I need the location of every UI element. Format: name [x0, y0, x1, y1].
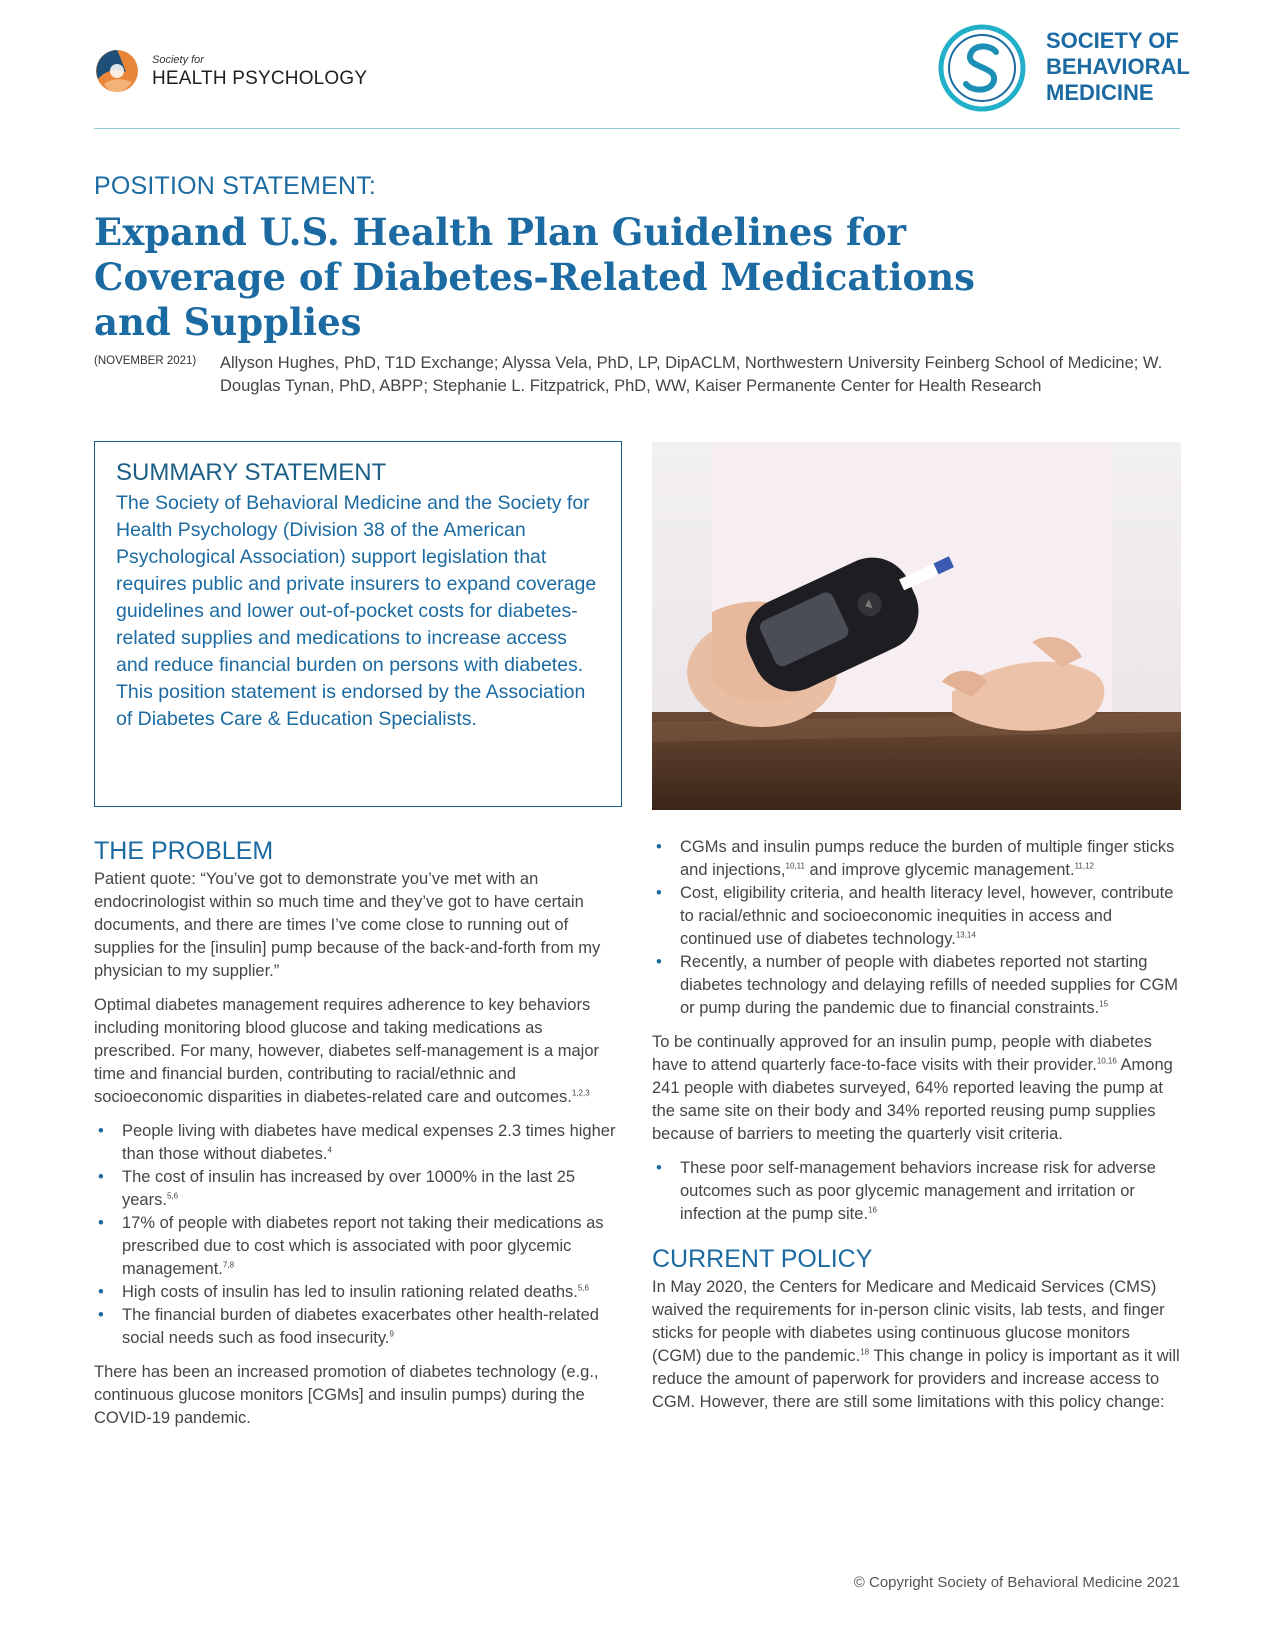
patient-quote: Patient quote: “You’ve got to demonstrate you’ve met with an endocrinologist within so much time and they’ve got to have certain documents, and there are times I’ve come close to running out of supplies for the [insulin] pump because of the back-and-forth from my physician to my supplier.”: [94, 870, 601, 980]
citation: 11,12: [1074, 861, 1094, 871]
bullet-text: People living with diabetes have medical expenses 2.3 times higher than those without diabetes.: [122, 1122, 616, 1163]
paragraph-text: To be continually approved for an insulin pump, people with diabetes have to attend quarterly face-to-face visits with their provider.: [652, 1033, 1152, 1074]
page-title: [94, 210, 1194, 345]
pump-bullet-list: [652, 1157, 1182, 1226]
list-item: • These poor self-management behaviors increase risk for adverse outcomes such as poor glycemic management and irritation or infection at the pump site.$^{16}$: [656, 1159, 1156, 1223]
paragraph-text: Among 241 people with diabetes surveyed, 64% reported leaving the pump at the same site on their body and 34% reported reusing pump supplies because of barriers to meeting the quarterly visit criteria.: [652, 1056, 1173, 1143]
citation: 13,14: [955, 930, 976, 940]
policy-paragraph: [652, 1276, 1182, 1414]
citation: 10,11: [785, 861, 805, 871]
problem-section: [94, 836, 624, 1441]
pump-paragraph: [652, 1031, 1182, 1146]
shp-logo-small-text: Society for: [152, 54, 204, 66]
bullet-text: Cost, eligibility criteria, and health literacy level, however, contribute to racial/ethnic and socioeconomic inequities in access and continued use of diabetes technology.: [680, 884, 1174, 948]
list-item: • CGMs and insulin pumps reduce the burden of multiple finger sticks and injections,$^{10,11}$ and improve glycemic management.$^{11,12}$: [656, 838, 1175, 879]
problem-bullet-list: [94, 1120, 624, 1350]
citation: 5,6: [577, 1283, 589, 1293]
document-type-label: POSITION STATEMENT:: [94, 172, 377, 200]
right-column: [652, 836, 1182, 1425]
sbm-logo-icon: [938, 24, 1026, 112]
paragraph-text: Optimal diabetes management requires adherence to key behaviors including monitoring blood glucose and taking medications as prescribed. For many, however, diabetes self-management is a major time and financial burden, contributing to racial/ethnic and socioeconomic disparities in diabetes-related care and outcomes.: [94, 996, 600, 1106]
shp-logo-big-text: HEALTH PSYCHOLOGY: [152, 68, 368, 89]
list-item: • Recently, a number of people with diabetes reported not starting diabetes technology and delaying refills of needed supplies for CGM or pump during the pandemic due to financial constraints.$^{15}$: [656, 953, 1179, 1017]
citation: 7,8: [222, 1260, 235, 1270]
list-item: • People living with diabetes have medical expenses 2.3 times higher than those without diabetes.$^4$: [98, 1122, 616, 1163]
summary-box: [94, 441, 622, 807]
list-item: • Cost, eligibility criteria, and health literacy level, however, contribute to racial/ethnic and socioeconomic inequities in access and continued use of diabetes technology.$^{13,14}$: [656, 884, 1174, 948]
citation: 1,2,3: [571, 1088, 590, 1098]
bullet-text: Recently, a number of people with diabetes reported not starting diabetes technology and delaying refills of needed supplies for CGM or pump during the pandemic due to financial constraints.: [680, 953, 1179, 1017]
title-line: and Supplies: [94, 300, 362, 344]
list-item: • 17% of people with diabetes report not taking their medications as prescribed due to cost which is associated with poor glycemic management.$^{7,8}$: [98, 1214, 604, 1278]
citation: 16: [868, 1205, 877, 1215]
bullet-text: CGMs and insulin pumps reduce the burden of multiple finger sticks and injections,: [680, 838, 1175, 879]
title-line: Coverage of Diabetes-Related Medications: [94, 255, 975, 299]
header-divider: [94, 128, 1180, 129]
paragraph-text: In May 2020, the Centers for Medicare and Medicaid Services (CMS) waived the requirements for in-person clinic visits, lab tests, and finger sticks for people with diabetes using continuous glucose monitors (CGM) due to the pandemic.: [652, 1278, 1165, 1365]
summary-heading: SUMMARY STATEMENT: [116, 459, 387, 486]
glucose-meter-illustration: [652, 442, 1181, 810]
glucose-meter-photo: [652, 442, 1181, 810]
citation: 10,16: [1096, 1056, 1117, 1066]
list-item: • The cost of insulin has increased by over 1000% in the last 25 years.$^{5,6}$: [98, 1168, 576, 1209]
current-policy-heading: CURRENT POLICY: [652, 1245, 873, 1273]
sbm-logo-line: BEHAVIORAL: [1046, 54, 1190, 79]
technology-paragraph: There has been an increased promotion of diabetes technology (e.g., continuous glucose monitors [CGMs] and insulin pumps) during the COVID-19 pandemic.: [94, 1363, 599, 1427]
bullet-text: The cost of insulin has increased by over 1000% in the last 25 years.: [122, 1168, 576, 1209]
bullet-text: 17% of people with diabetes report not taking their medications as prescribed due to cost which is associated with poor glycemic management.: [122, 1214, 604, 1278]
summary-body: The Society of Behavioral Medicine and the Society for Health Psychology (Division 38 of the American Psychological Association) support legislation that requires public and private insurers to expand coverage guidelines and lower out-of-pocket costs for diabetes-related supplies and medications to increase access and reduce financial burden on persons with diabetes. This position statement is endorsed by the Association of Diabetes Care & Education Specialists.: [116, 492, 597, 730]
bullet-text: High costs of insulin has led to insulin rationing related deaths.: [122, 1283, 578, 1301]
citation: 4: [327, 1145, 332, 1155]
bullet-text: and improve glycemic management.: [804, 861, 1075, 879]
publication-date: (NOVEMBER 2021): [94, 355, 197, 367]
problem-paragraph: [94, 994, 624, 1109]
bullet-text: The financial burden of diabetes exacerbates other health-related social needs such as food insecurity.: [122, 1306, 599, 1347]
list-item: • The financial burden of diabetes exacerbates other health-related social needs such as food insecurity.$^9$: [98, 1306, 599, 1347]
paragraph-text: This change in policy is important as it will reduce the amount of paperwork for providers and increase access to CGM. However, there are still some limitations with this policy change:: [652, 1347, 1180, 1411]
citation: 5,6: [166, 1191, 179, 1201]
citation: 18: [860, 1347, 870, 1357]
bullet-text: These poor self-management behaviors increase risk for adverse outcomes such as poor glycemic management and irritation or infection at the pump site.: [680, 1159, 1156, 1223]
author-list: Allyson Hughes, PhD, T1D Exchange; Alyssa Vela, PhD, LP, DipACLM, Northwestern University Feinberg School of Medicine; W. Douglas Tynan, PhD, ABPP; Stephanie L. Fitzpatrick, PhD, WW, Kaiser Permanente Center for Health Research: [220, 354, 1163, 395]
sbm-logo-text: [1046, 28, 1206, 106]
problem-heading: THE PROBLEM: [94, 837, 274, 865]
technology-bullet-list: [652, 836, 1182, 1020]
title-line: Expand U.S. Health Plan Guidelines for: [94, 210, 907, 254]
citation: 15: [1099, 999, 1109, 1009]
sbm-logo-line: MEDICINE: [1046, 80, 1154, 105]
shp-logo-icon: [94, 48, 140, 94]
shp-logo: [94, 48, 394, 98]
citation: 9: [389, 1329, 394, 1339]
list-item: • High costs of insulin has led to insulin rationing related deaths.$^{5,6}$: [98, 1283, 589, 1301]
sbm-logo-line: SOCIETY OF: [1046, 28, 1179, 53]
copyright-notice: © Copyright Society of Behavioral Medicine 2021: [853, 1574, 1180, 1591]
